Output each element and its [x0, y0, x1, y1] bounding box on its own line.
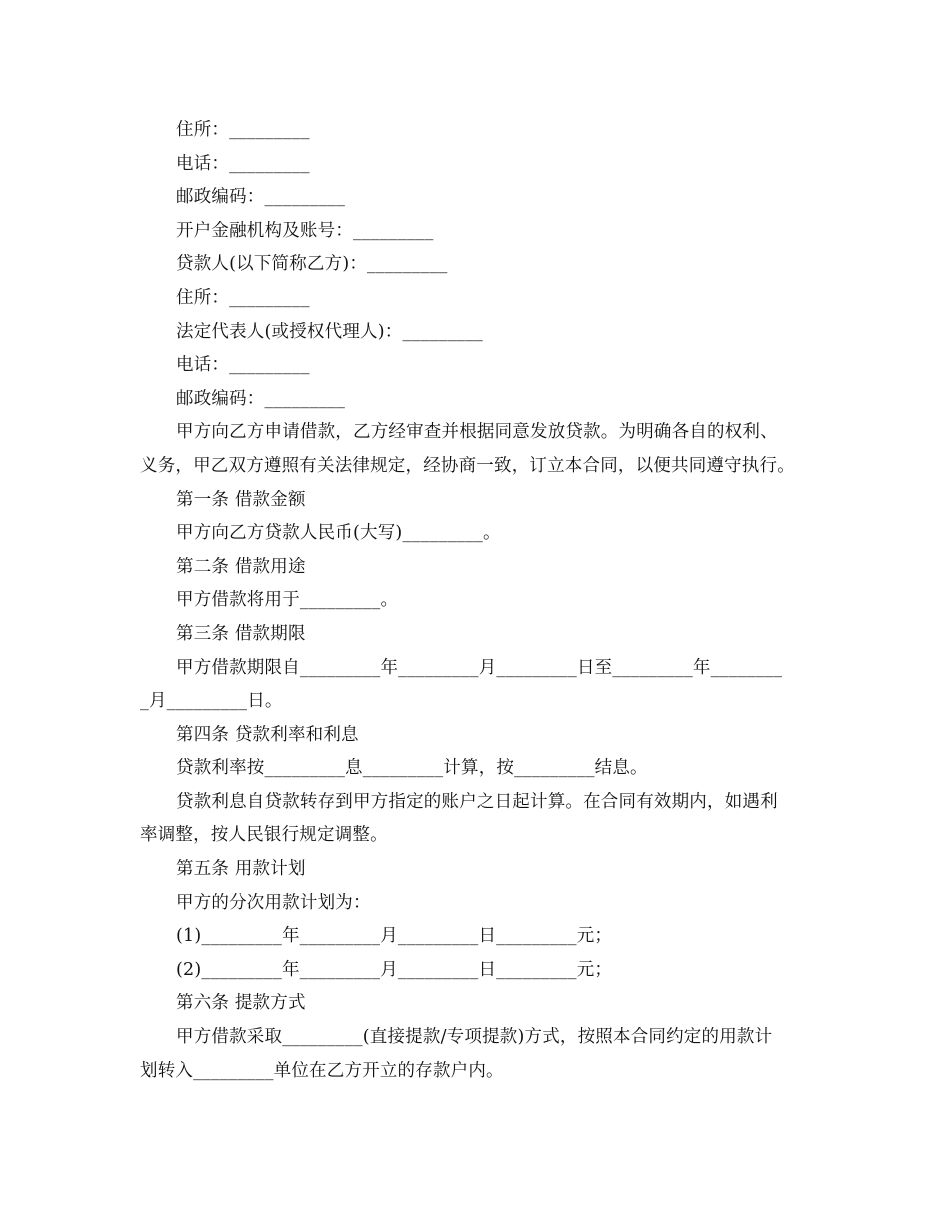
text-line-lender: 贷款人(以下简称乙方)：_________	[176, 254, 448, 275]
article-4-heading: 第四条 贷款利率和利息	[176, 724, 359, 745]
article-4-text-line-2: 贷款利息自贷款转存到甲方指定的账户之日起计算。在合同有效期内，如遇利	[176, 791, 778, 812]
article-5-heading: 第五条 用款计划	[176, 859, 306, 880]
contract-page	[140, 114, 830, 1088]
article-5-text: 甲方的分次用款计划为：	[176, 892, 371, 913]
article-1-text: 甲方向乙方贷款人民币(大写)_________。	[176, 523, 501, 544]
text-line-postcode: 邮政编码：_________	[176, 187, 346, 208]
article-6-heading: 第六条 提款方式	[176, 993, 306, 1014]
article-2-text: 甲方借款将用于_________。	[176, 590, 399, 611]
article-6-text-line-1: 甲方借款采取_________(直接提款/专项提款)方式，按照本合同约定的用款计	[176, 1027, 773, 1048]
article-6-text-line-2: 划转入_________单位在乙方开立的存款户内。	[140, 1060, 504, 1081]
text-line-legal-representative: 法定代表人(或授权代理人)：_________	[176, 321, 484, 342]
text-line-address: 住所：_________	[176, 120, 310, 140]
article-5-plan-2: (2)_________年_________月_________日_________元；	[176, 959, 613, 980]
article-3-text-line-1: 甲方借款期限自_________年_________月_________日至_________年________	[176, 657, 783, 678]
article-4-text-line-1: 贷款利率按_________息_________计算，按_________结息。	[176, 758, 648, 779]
article-4-text-line-3: 率调整，按人民银行规定调整。	[140, 825, 388, 846]
article-3-heading: 第三条 借款期限	[176, 623, 306, 644]
text-line-lender-address: 住所：_________	[176, 287, 310, 308]
article-2-heading: 第二条 借款用途	[176, 556, 306, 577]
article-3-text-line-2: _月_________日。	[140, 691, 283, 712]
text-line-lender-postcode: 邮政编码：_________	[176, 388, 346, 409]
article-5-plan-1: (1)_________年_________月_________日_________元；	[176, 926, 613, 947]
paragraph-intro-line-2: 义务，甲乙双方遵照有关法律规定，经协商一致，订立本合同，以便共同遵守执行。	[140, 455, 795, 476]
paragraph-intro-line-1: 甲方向乙方申请借款，乙方经审查并根据同意发放贷款。为明确各自的权利、	[176, 422, 778, 443]
text-line-phone: 电话：_________	[176, 153, 310, 174]
text-line-bank-account: 开户金融机构及账号：_________	[176, 220, 434, 241]
article-1-heading: 第一条 借款金额	[176, 489, 306, 510]
text-line-lender-phone: 电话：_________	[176, 355, 310, 376]
